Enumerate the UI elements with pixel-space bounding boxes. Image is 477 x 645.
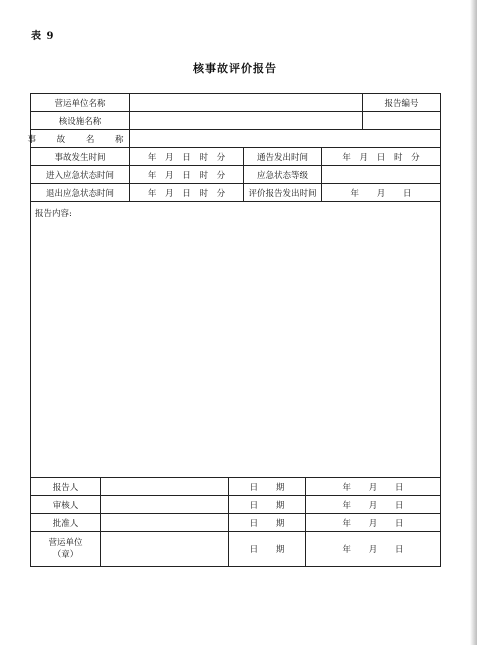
field-approver[interactable] — [101, 514, 229, 532]
field-reviewer-date[interactable]: 年 月 日 — [306, 496, 440, 514]
field-operator-stamp[interactable] — [101, 532, 229, 566]
field-operator[interactable] — [130, 94, 363, 112]
label-enter-emergency: 进入应急状态时间 — [31, 166, 130, 184]
field-enter-emergency[interactable]: 年 月 日 时 分 — [130, 166, 244, 184]
label-eval-report-time: 评价报告发出时间 — [244, 184, 322, 202]
field-reporter-date[interactable]: 年 月 日 — [306, 478, 440, 496]
label-exit-emergency: 退出应急状态时间 — [31, 184, 130, 202]
label-accident-time: 事故发生时间 — [31, 148, 130, 166]
label-operator: 营运单位名称 — [31, 94, 130, 112]
label-stamp-date: 日 期 — [229, 532, 306, 566]
label-approver-date: 日 期 — [229, 514, 306, 532]
label-approver: 批准人 — [31, 514, 101, 532]
field-eval-report-time[interactable]: 年 月 日 — [322, 184, 440, 202]
label-reporter-date: 日 期 — [229, 478, 306, 496]
field-stamp-date[interactable]: 年 月 日 — [342, 545, 404, 555]
field-accident[interactable] — [130, 130, 440, 148]
label-accident: 事 故 名 称 — [31, 130, 130, 148]
label-report-no: 报告编号 — [363, 94, 440, 112]
field-approver-date[interactable]: 年 月 日 — [306, 514, 440, 532]
page-edge-shadow — [470, 0, 477, 645]
label-reporter: 报告人 — [31, 478, 101, 496]
field-reporter[interactable] — [101, 478, 229, 496]
form-title: 核事故评价报告 — [193, 62, 277, 75]
label-report-content: 报告内容: — [35, 209, 72, 219]
label-reviewer: 审核人 — [31, 496, 101, 514]
field-emergency-level[interactable] — [322, 166, 440, 184]
label-operator-stamp — [31, 532, 101, 566]
field-notice-time[interactable]: 年 月 日 时 分 — [322, 148, 440, 166]
stamp-label-line1: 营运单位 — [48, 538, 83, 548]
label-reviewer-date: 日 期 — [229, 496, 306, 514]
label-facility: 核设施名称 — [31, 112, 130, 130]
table-number: 表 9 — [31, 31, 55, 42]
field-facility[interactable] — [130, 112, 363, 130]
field-accident-time[interactable]: 年 月 日 时 分 — [130, 148, 244, 166]
field-reviewer[interactable] — [101, 496, 229, 514]
report-form — [27, 93, 441, 567]
label-emergency-level: 应急状态等级 — [244, 166, 322, 184]
field-report-no[interactable] — [363, 112, 440, 130]
field-exit-emergency[interactable]: 年 月 日 时 分 — [130, 184, 244, 202]
label-notice-time: 通告发出时间 — [244, 148, 322, 166]
stamp-label-line2: （章） — [52, 550, 79, 560]
field-report-content[interactable] — [31, 202, 440, 478]
